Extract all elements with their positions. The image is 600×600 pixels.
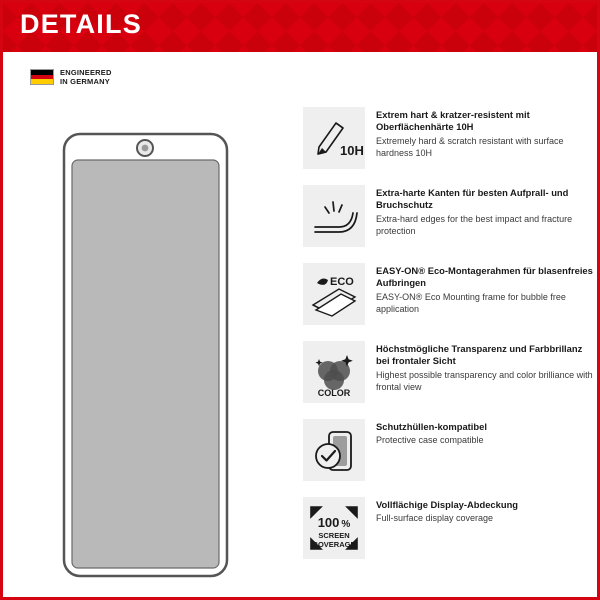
feature-text	[376, 185, 593, 237]
feature-text	[376, 497, 518, 524]
feature-item	[303, 107, 593, 169]
color-transparency-icon	[303, 341, 365, 403]
smartphone-screen-protector-illustration	[58, 130, 233, 580]
feature-text	[376, 419, 487, 446]
feature-title-de: EASY-ON® Eco-Montagerahmen für blasenfreies Aufbringen	[376, 265, 593, 289]
icon-label-10h: 10H	[340, 143, 364, 158]
eco-mounting-frame-icon	[303, 263, 365, 325]
hard-edges-impact-icon	[303, 185, 365, 247]
feature-title-en: Protective case compatible	[376, 435, 484, 446]
left-column	[3, 52, 293, 597]
icon-label-coverage-line3: COVERAGE	[312, 540, 356, 549]
feature-title-en: Highest possible transparency and color brilliance with frontal view	[376, 369, 593, 392]
feature-list	[303, 107, 593, 575]
german-flag-icon	[30, 69, 54, 85]
icon-label-coverage-pct: 100	[317, 515, 340, 530]
engineered-line-2: IN GERMANY	[60, 77, 110, 86]
svg-text:100%	[318, 515, 351, 530]
icon-label-coverage-pct-sign: %	[341, 519, 351, 530]
feature-item	[303, 341, 593, 403]
feature-title-de: Schutzhüllen-kompatibel	[376, 421, 487, 432]
pen-hardness-10h-icon	[303, 107, 365, 169]
case-compatible-check-icon	[303, 419, 365, 481]
feature-text	[376, 263, 593, 315]
engineered-in-germany-badge	[30, 68, 112, 86]
feature-item	[303, 185, 593, 247]
icon-label-coverage-line2: SCREEN	[318, 531, 350, 540]
full-screen-coverage-icon	[303, 497, 365, 559]
engineered-label	[60, 68, 112, 86]
feature-item	[303, 497, 593, 559]
feature-title-en: Extra-hard edges for the best impact and fracture protection	[376, 213, 573, 236]
feature-title-de: Extra-harte Kanten für besten Aufprall- und Bruchschutz	[376, 187, 569, 211]
feature-title-en: Extremely hard & scratch resistant with surface hardness 10H	[376, 135, 564, 158]
feature-title-de: Vollflächige Display-Abdeckung	[376, 499, 519, 510]
engineered-line-1: ENGINEERED	[60, 68, 112, 77]
page-header	[3, 3, 597, 52]
product-illustration	[58, 130, 233, 580]
feature-title-en: EASY-ON® Eco Mounting frame for bubble free application	[376, 291, 566, 314]
page-body	[3, 52, 597, 597]
feature-text	[376, 341, 593, 393]
feature-title-en: Full-surface display coverage	[376, 513, 494, 524]
feature-text	[376, 107, 593, 159]
icon-label-color: COLOR	[317, 388, 351, 398]
page-title: DETAILS	[20, 9, 142, 39]
feature-item	[303, 419, 593, 481]
icon-label-eco: ECO	[330, 276, 354, 288]
feature-item	[303, 263, 593, 325]
feature-title-de: Höchstmögliche Transparenz und Farbbrillanz bei frontaler Sicht	[376, 343, 583, 367]
feature-title-de: Extrem hart & kratzer-resistent mit Oberflächenhärte 10H	[376, 109, 530, 133]
